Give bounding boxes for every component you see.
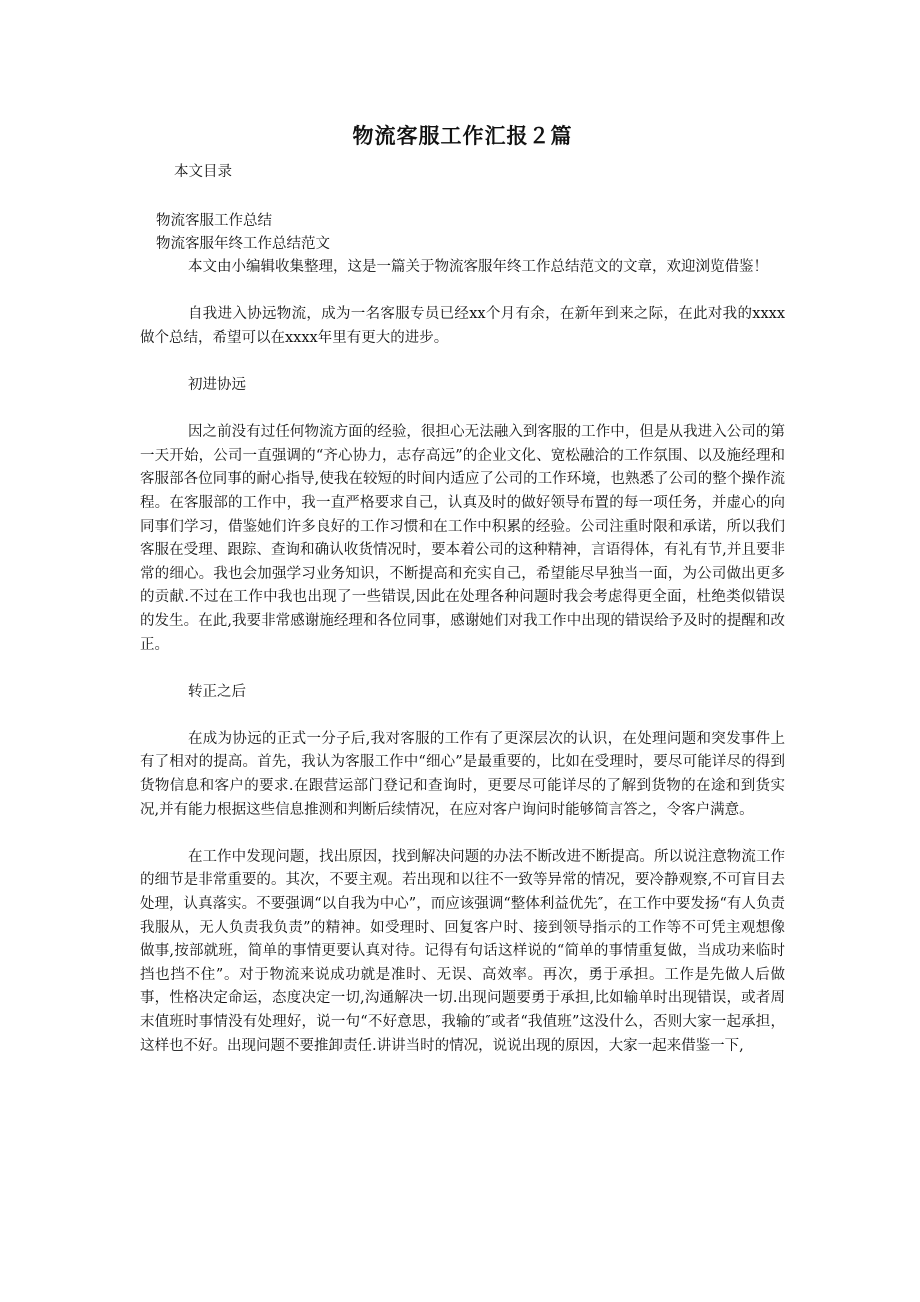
section-heading-regular: 转正之后 — [188, 683, 246, 700]
document-title: 物流客服工作汇报２篇 — [352, 123, 573, 148]
toc-heading: 本文目录 — [174, 164, 232, 180]
paragraph-4: 在工作中发现问题，找出原因，找到解决问题的办法不断改进不断提高。所以说注意物流工作的细节是非常重要的。其次，不要主观。若出现和以往不一致等异常的情况，要冷静观察,不可盲目去处理，认真落实。不要强调“以自我为中心”，而应该强调“整体利益优先″，在工作中要发扬“有人负责我服从，无人负责我负责”的精神。如受理时、回复客户时、接到领导指示的工作等不可凭主观想像做事,按部就班，简单的事情更要认真对待。记得有句话这样说的“简单的事情重复做，当成功来临时挡也挡不住”。对于物流来说成功就是准时、无误、高效率。再次，勇于承担。工作是先做人后做事，性格决定命运，态度决定一切,沟通解决一切.出现问题要勇于承担,比如输单时出现错误，或者周末值班时事情没有处理好，说一句“不好意思，我输的″或者“我值班”这没什么，否则大家一起承担，这样也不好。出现问题不要推卸责任.讲讲当时的情况，说说出现的原因，大家一起来借鉴一下, — [140, 848, 785, 1054]
intro-paragraph: 本文由小编辑收集整理，这是一篇关于物流客服年终工作总结范文的文章，欢迎浏览借鉴！ — [188, 259, 768, 275]
paragraph-3: 在成为协远的正式一分子后,我对客服的工作有了更深层次的认识，在处理问题和突发事件上有了相对的提高。首先，我认为客服工作中“细心”是最重要的，比如在受理时，要尽可能详尽的得到货物信息和客户的要求.在跟营运部门登记和查询时，更要尽可能详尽的了解到货物的在途和到货实况,并有能力根据这些信息推测和判断后续情况，在应对客户询问时能够简言答之，令客户满意。 — [140, 730, 785, 818]
paragraph-1: 自我进入协远物流，成为一名客服专员已经xx个月有余，在新年到来之际，在此对我的xxxx做个总结，希望可以在xxxx年里有更大的进步。 — [140, 306, 785, 346]
document-page — [140, 118, 785, 1058]
toc-item-work-summary[interactable]: 物流客服工作总结 — [156, 213, 272, 229]
paragraph-2: 因之前没有过任何物流方面的经验，很担心无法融入到客服的工作中，但是从我进入公司的第一天开始，公司一直强调的“齐心协力，志存高远”的企业文化、宽松融洽的工作氛围、以及施经理和客服部各位同事的耐心指导,使我在较短的时间内适应了公司的工作环境，也熟悉了公司的整个操作流程。在客服部的工作中，我一直严格要求自己，认真及时的做好领导布置的每一项任务，并虚心的向同事们学习，借鉴她们许多良好的工作习惯和在工作中积累的经验。公司注重时限和承诺，所以我们客服在受理、跟踪、查询和确认收货情况时，要本着公司的这种精神，言语得体，有礼有节,并且要非常的细心。我也会加强学习业务知识，不断提高和充实自己，希望能尽早独当一面，为公司做出更多的贡献.不过在工作中我也出现了一些错误,因此在处理各种问题时我会考虑得更全面，杜绝类似错误的发生。在此,我要非常感谢施经理和各位同事，感谢她们对我工作中出现的错误给予及时的提醒和改正。 — [140, 424, 785, 653]
toc-list — [140, 210, 785, 256]
section-heading-initial: 初进协远 — [188, 376, 246, 393]
toc-item-annual-summary[interactable]: 物流客服年终工作总结范文 — [156, 236, 330, 252]
